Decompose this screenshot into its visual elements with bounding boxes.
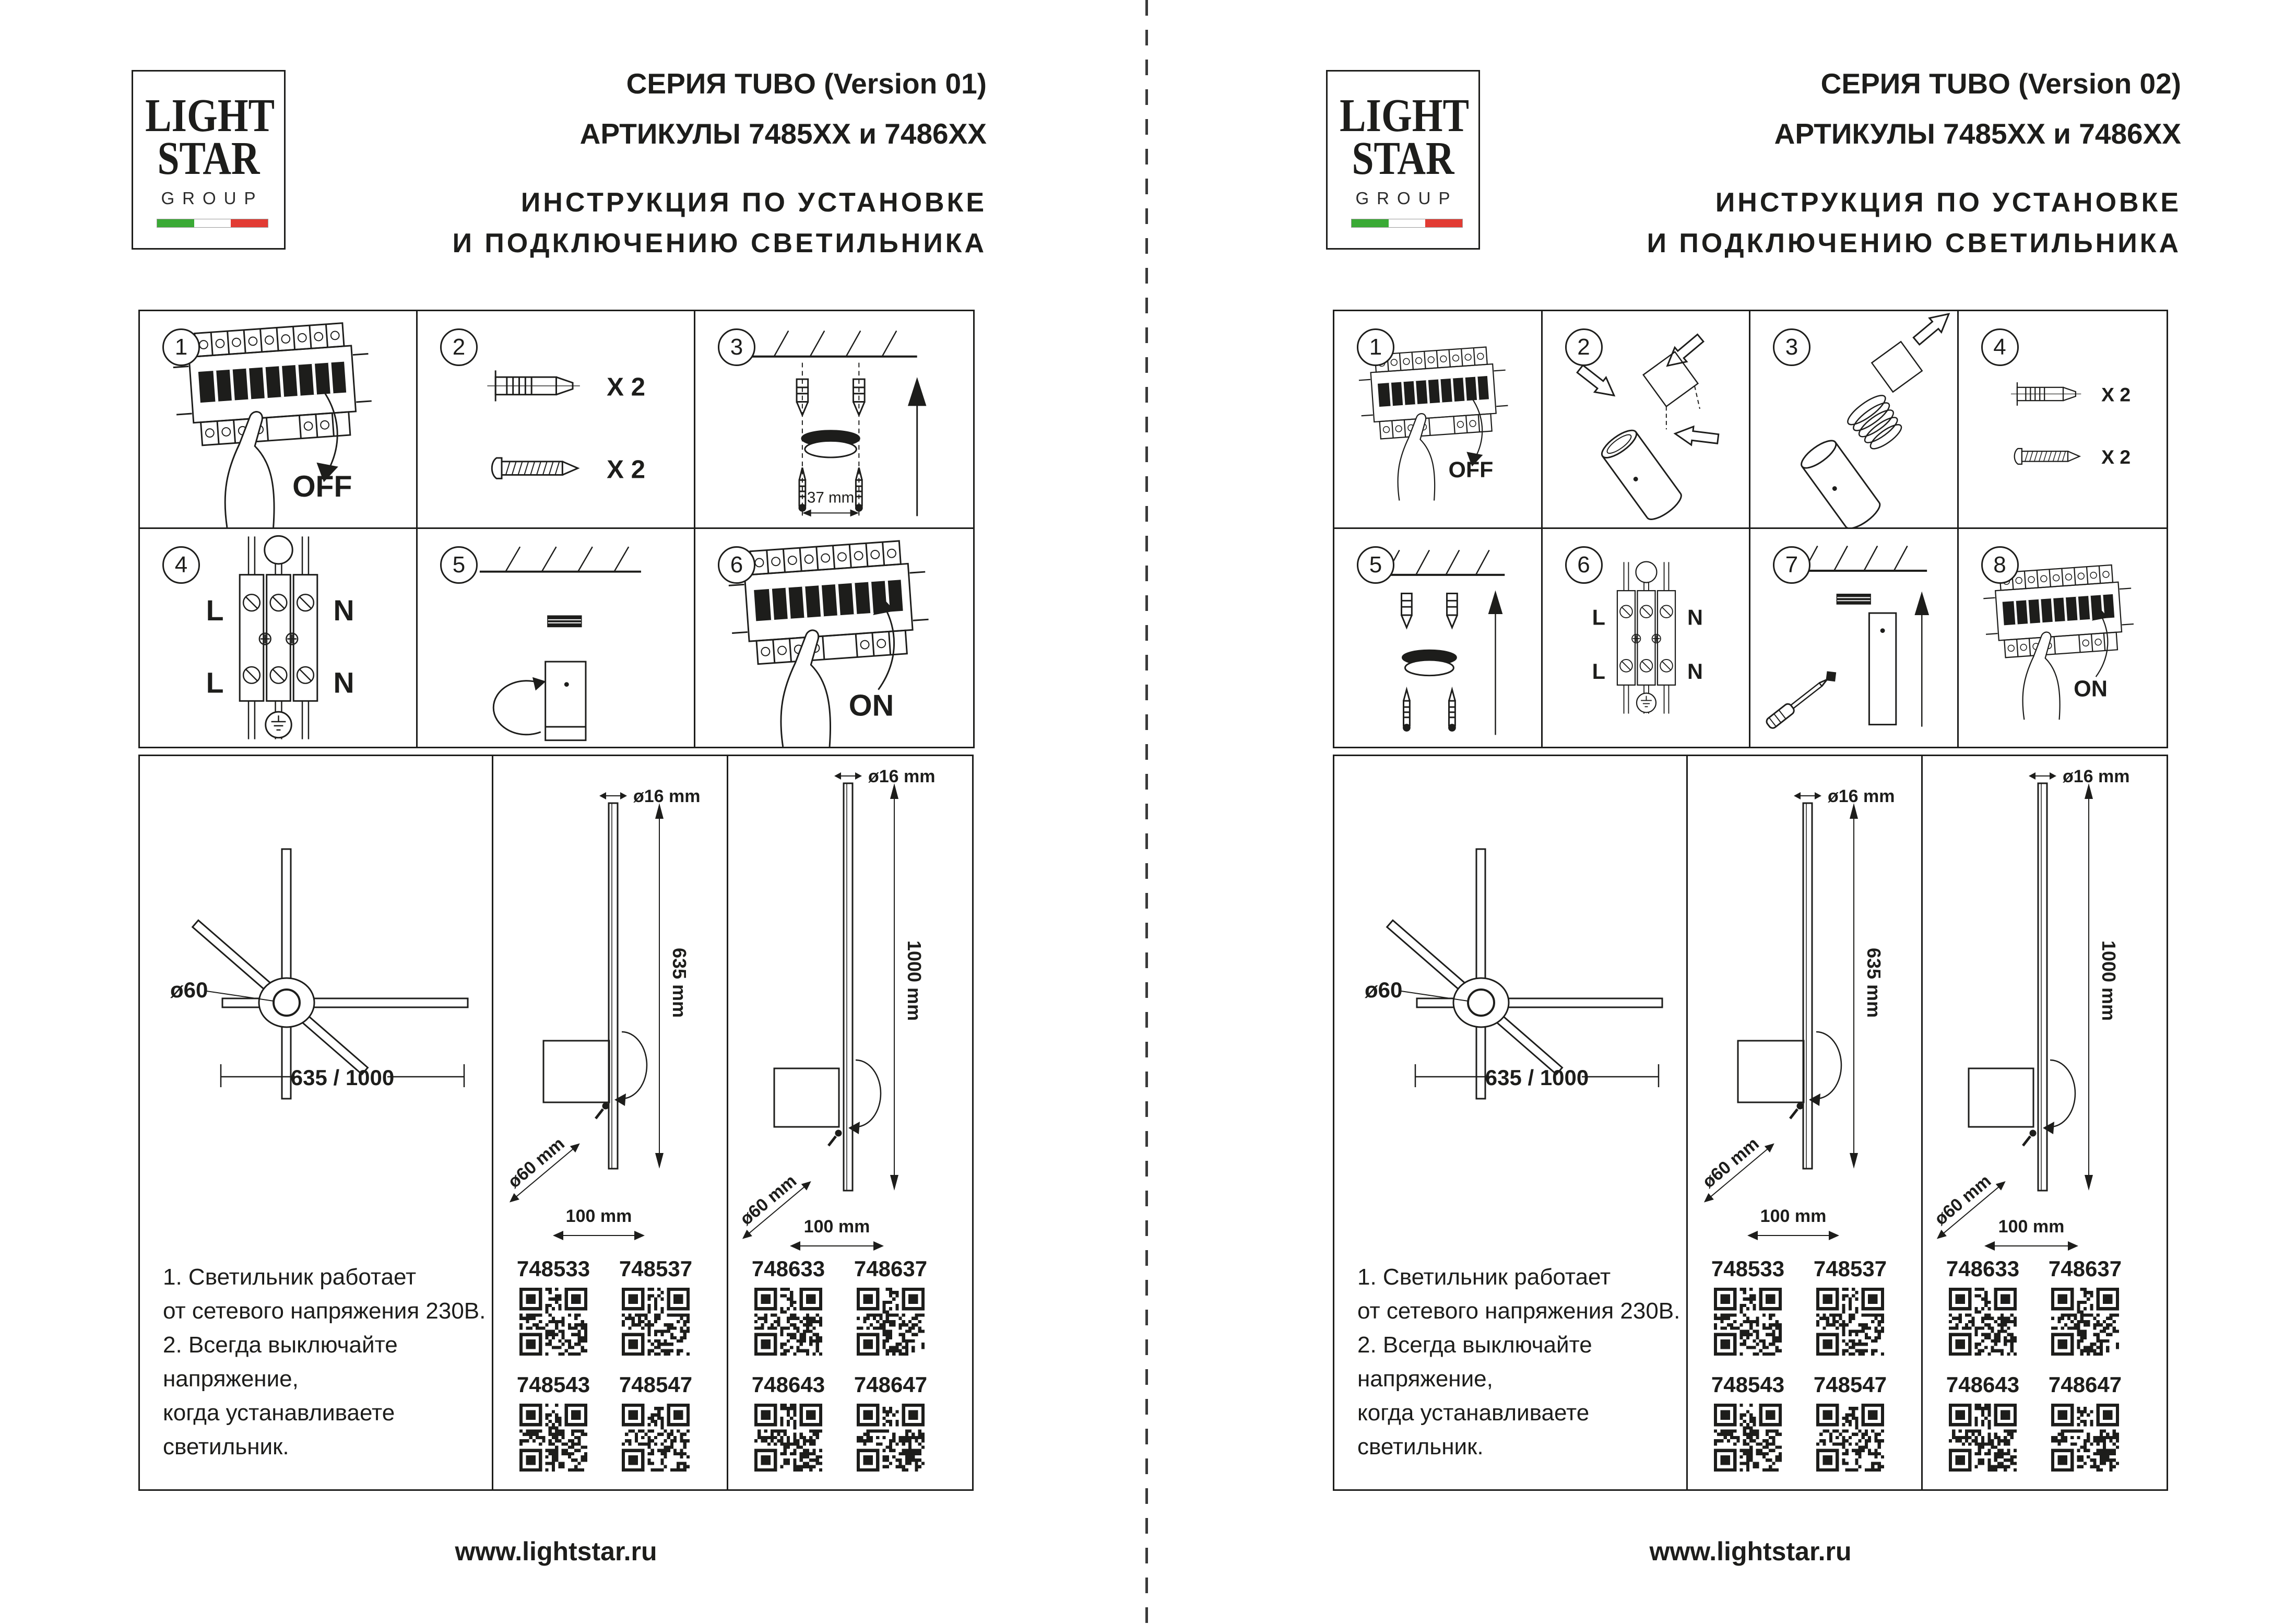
italian-flag-icon <box>157 219 268 227</box>
lamp-1000-side-view-drawing <box>1923 761 2168 1257</box>
step-number: 3 <box>1773 328 1810 366</box>
step-cell-3 <box>695 311 973 529</box>
article-number: 748537 <box>619 1256 693 1281</box>
step-number: 6 <box>718 546 755 584</box>
svg-text:ø60: ø60 <box>170 978 208 1002</box>
article-item <box>506 1372 600 1472</box>
svg-text:ø60 mm: ø60 mm <box>1931 1171 1995 1229</box>
qr-code <box>857 1288 925 1356</box>
step-cell-1 <box>140 311 418 529</box>
qr-code <box>622 1404 690 1472</box>
step-cell-6 <box>695 529 973 747</box>
dimensions-section <box>1333 755 2168 1491</box>
svg-text:ø60 mm: ø60 mm <box>1698 1134 1763 1192</box>
article-item <box>2038 1256 2132 1356</box>
installation-steps-table <box>1333 310 2168 748</box>
article-number: 748533 <box>516 1256 590 1281</box>
article-number: 748637 <box>854 1256 928 1281</box>
article-number: 748533 <box>1711 1256 1785 1281</box>
qr-code <box>857 1404 925 1472</box>
svg-text:ø60: ø60 <box>1365 978 1403 1002</box>
instruction-subtitle-line1: ИНСТРУКЦИЯ ПО УСТАНОВКЕ <box>520 187 987 218</box>
svg-text:ø16 mm: ø16 mm <box>2063 767 2130 786</box>
svg-text:100 mm: 100 mm <box>1760 1206 1827 1226</box>
logo-word-group: GROUP <box>161 189 264 208</box>
article-number: 748547 <box>619 1372 693 1397</box>
qr-code <box>1816 1288 1884 1356</box>
svg-text:1000 mm: 1000 mm <box>2098 940 2120 1021</box>
svg-text:ø60 mm: ø60 mm <box>736 1171 801 1229</box>
page-version-01 <box>0 0 1102 1624</box>
qr-code <box>1714 1404 1782 1472</box>
flag-green <box>1352 219 1389 227</box>
article-qr-group-635 <box>1701 1256 1897 1472</box>
svg-text:OFF: OFF <box>292 469 352 503</box>
lamp-1000-illustration <box>728 761 974 1257</box>
svg-text:N: N <box>333 594 354 627</box>
step-number: 3 <box>718 328 755 366</box>
step-number: 5 <box>440 546 478 584</box>
article-item <box>609 1372 703 1472</box>
article-item <box>741 1256 835 1356</box>
svg-text:ø16 mm: ø16 mm <box>633 786 701 806</box>
step-cell-7 <box>1750 529 1959 747</box>
article-number: 748643 <box>751 1372 825 1397</box>
article-number: 748547 <box>1813 1372 1887 1397</box>
svg-text:100 mm: 100 mm <box>1998 1217 2065 1237</box>
flag-green <box>157 219 194 227</box>
svg-text:L: L <box>1592 605 1605 630</box>
qr-code <box>622 1288 690 1356</box>
lamp-1000-illustration <box>1923 761 2168 1257</box>
flag-white <box>1389 219 1426 227</box>
note-line: 2. Всегда выключайте напряжение, <box>1357 1332 1592 1392</box>
article-number: 748637 <box>2048 1256 2122 1281</box>
svg-text:1000 mm: 1000 mm <box>904 940 925 1021</box>
note-line: 2. Всегда выключайте напряжение, <box>163 1332 398 1392</box>
qr-code <box>519 1288 587 1356</box>
step-number: 1 <box>1357 328 1394 366</box>
article-item <box>741 1372 835 1472</box>
step-cell-8 <box>1959 529 2167 747</box>
lamp-635-illustration <box>1688 772 1921 1263</box>
note-line: 1. Светильник работает <box>1357 1264 1611 1290</box>
flag-red <box>1425 219 1462 227</box>
svg-text:635 mm: 635 mm <box>1863 947 1885 1018</box>
installation-steps-table <box>138 310 975 748</box>
svg-text:X 2: X 2 <box>607 455 646 484</box>
dimensions-section <box>138 755 974 1491</box>
step-number: 2 <box>440 328 478 366</box>
svg-text:L: L <box>1592 659 1605 684</box>
safety-notes <box>163 1260 487 1464</box>
svg-text:635 / 1000: 635 / 1000 <box>1485 1065 1589 1090</box>
article-item <box>1803 1256 1897 1356</box>
qr-code <box>2051 1288 2119 1356</box>
article-item <box>1701 1372 1795 1472</box>
step-number: 7 <box>1773 546 1810 584</box>
logo-word-light: LIGHT <box>1340 90 1469 142</box>
qr-code <box>2051 1404 2119 1472</box>
svg-text:635 mm: 635 mm <box>669 947 690 1018</box>
article-number: 748643 <box>1946 1372 2020 1397</box>
article-number: 748647 <box>854 1372 928 1397</box>
svg-text:X 2: X 2 <box>607 372 646 402</box>
qr-code <box>1949 1288 2017 1356</box>
lightstar-logo <box>132 70 286 250</box>
articles-title: АРТИКУЛЫ 7485XX и 7486XX <box>579 117 987 150</box>
article-item <box>2038 1372 2132 1472</box>
lightstar-logo <box>1326 70 1480 250</box>
article-item <box>1936 1256 2030 1356</box>
qr-code <box>754 1404 822 1472</box>
cut-line <box>1145 0 1148 1624</box>
svg-text:N: N <box>1687 659 1703 684</box>
article-item <box>1803 1372 1897 1472</box>
article-number: 748537 <box>1813 1256 1887 1281</box>
instruction-subtitle-line2: И ПОДКЛЮЧЕНИЮ СВЕТИЛЬНИКА <box>452 228 987 258</box>
logo-word-light: LIGHT <box>145 90 275 142</box>
note-line: когда устанавливаете светильник. <box>163 1400 395 1460</box>
qr-code <box>1714 1288 1782 1356</box>
svg-text:ON: ON <box>848 689 894 723</box>
step-number: 1 <box>162 328 200 366</box>
instruction-subtitle-line1: ИНСТРУКЦИЯ ПО УСТАНОВКЕ <box>1715 187 2181 218</box>
svg-text:100 mm: 100 mm <box>803 1217 870 1237</box>
svg-text:100 mm: 100 mm <box>565 1206 632 1226</box>
note-line: когда устанавливаете светильник. <box>1357 1400 1590 1460</box>
step-number: 4 <box>1981 328 2019 366</box>
article-qr-group-635 <box>506 1256 703 1472</box>
step-cell-2 <box>1543 311 1751 529</box>
step-cell-4 <box>140 529 418 747</box>
article-qr-group-1000 <box>741 1256 938 1472</box>
step-cell-4 <box>1959 311 2167 529</box>
flag-red <box>231 219 268 227</box>
logo-word-group: GROUP <box>1355 189 1458 208</box>
website-url: www.lightstar.ru <box>455 1537 657 1566</box>
logo-word-star: STAR <box>157 133 260 184</box>
note-line: от сетевого напряжения 230В. <box>163 1298 486 1324</box>
step-cell-3 <box>1750 311 1959 529</box>
series-title: СЕРИЯ TUBO (Version 02) <box>1820 67 2181 100</box>
step-cell-2 <box>418 311 695 529</box>
qr-code <box>1816 1404 1884 1472</box>
step-number: 4 <box>162 546 200 584</box>
article-qr-group-1000 <box>1936 1256 2132 1472</box>
articles-title: АРТИКУЛЫ 7485XX и 7486XX <box>1774 117 2181 150</box>
qr-code <box>519 1404 587 1472</box>
article-item <box>609 1256 703 1356</box>
lamp-635-illustration <box>493 772 727 1263</box>
lamp-635-side-view-drawing <box>1688 772 1921 1263</box>
article-number: 748633 <box>751 1256 825 1281</box>
svg-text:ø60 mm: ø60 mm <box>504 1134 569 1192</box>
step-cell-5 <box>1334 529 1543 747</box>
lamp-635-side-view-drawing <box>493 772 727 1263</box>
step-number: 2 <box>1565 328 1603 366</box>
svg-text:N: N <box>333 666 354 699</box>
step-cell-1 <box>1334 311 1543 529</box>
svg-text:37 mm: 37 mm <box>807 489 855 507</box>
svg-text:X 2: X 2 <box>2101 446 2131 468</box>
svg-text:ø16 mm: ø16 mm <box>1828 786 1895 806</box>
article-item <box>506 1256 600 1356</box>
note-line: 1. Светильник работает <box>163 1264 417 1290</box>
article-item <box>1701 1256 1795 1356</box>
article-number: 748543 <box>516 1372 590 1397</box>
step-number: 5 <box>1357 546 1394 584</box>
svg-text:L: L <box>206 666 224 699</box>
article-number: 748543 <box>1711 1372 1785 1397</box>
article-item <box>844 1372 938 1472</box>
svg-text:OFF: OFF <box>1448 457 1494 483</box>
qr-code <box>754 1288 822 1356</box>
flag-white <box>194 219 231 227</box>
qr-code <box>1949 1404 2017 1472</box>
page-version-02 <box>1194 0 2296 1624</box>
svg-text:ø16 mm: ø16 mm <box>868 767 936 786</box>
series-title: СЕРИЯ TUBO (Version 01) <box>626 67 987 100</box>
article-item <box>844 1256 938 1356</box>
logo-word-star: STAR <box>1352 133 1454 184</box>
instruction-subtitle-line2: И ПОДКЛЮЧЕНИЮ СВЕТИЛЬНИКА <box>1647 228 2181 258</box>
italian-flag-icon <box>1352 219 1462 227</box>
website-url: www.lightstar.ru <box>1649 1537 1852 1566</box>
svg-text:ON: ON <box>2073 676 2108 702</box>
note-line: от сетевого напряжения 230В. <box>1357 1298 1680 1324</box>
lamp-1000-side-view-drawing <box>728 761 974 1257</box>
step-number: 8 <box>1981 546 2019 584</box>
svg-text:X 2: X 2 <box>2101 383 2131 406</box>
article-item <box>1936 1372 2030 1472</box>
svg-text:N: N <box>1687 605 1703 630</box>
svg-text:L: L <box>206 594 224 627</box>
svg-text:635 / 1000: 635 / 1000 <box>290 1065 395 1090</box>
safety-notes <box>1357 1260 1681 1464</box>
step-cell-6 <box>1543 529 1751 747</box>
article-number: 748633 <box>1946 1256 2020 1281</box>
step-number: 6 <box>1565 546 1603 584</box>
article-number: 748647 <box>2048 1372 2122 1397</box>
step-cell-5 <box>418 529 695 747</box>
